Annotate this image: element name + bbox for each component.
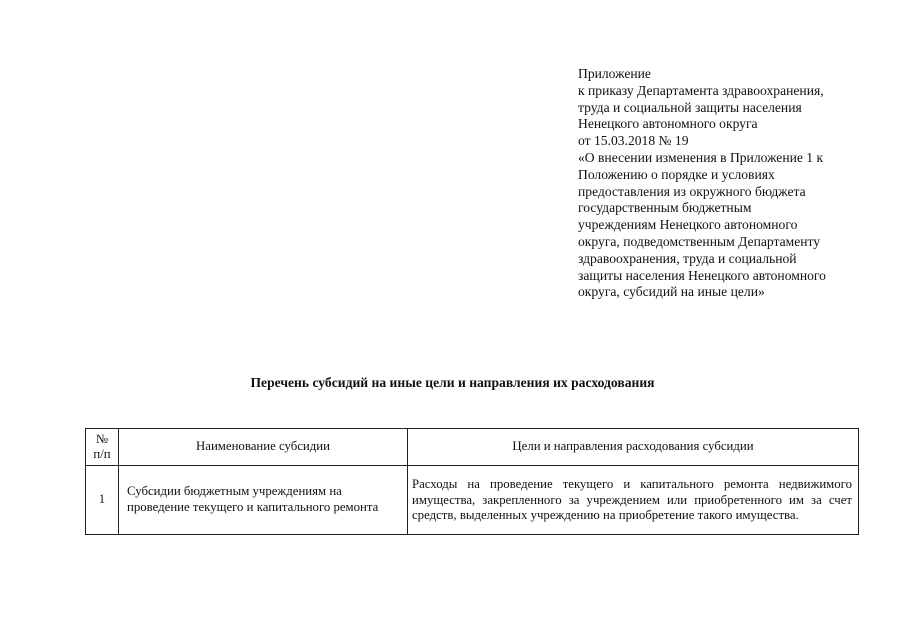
row-goals: Расходы на проведение текущего и капитального ремонта недвижимого имущества, закрепленного за учреждением или приобретенного им за счет средств, выделенных учреждению на приобретение такого имущества.	[408, 466, 859, 535]
header-goals: Цели и направления расходования субсидии	[408, 429, 859, 466]
subsidies-table	[85, 428, 859, 535]
appendix-line: здравоохранения, труда и социальной	[578, 250, 797, 266]
appendix-line: от 15.03.2018 № 19	[578, 133, 689, 149]
appendix-line: предоставления из окружного бюджета	[578, 183, 806, 199]
appendix-block	[578, 66, 878, 301]
header-number	[86, 429, 119, 466]
appendix-line: округа, подведомственным Департаменту	[578, 233, 821, 249]
appendix-line: округа, субсидий на иные цели»	[578, 284, 765, 300]
document-title: Перечень субсидий на иные цели и направления их расходования	[250, 375, 655, 390]
header-number-line2: п/п	[93, 447, 111, 461]
header-number-line1: №	[95, 432, 109, 446]
table-row	[86, 466, 859, 535]
appendix-line: Положению о порядке и условиях	[578, 166, 775, 182]
appendix-line: учреждениям Ненецкого автономного	[578, 217, 798, 233]
row-subsidy-name: Субсидии бюджетным учреждениям на проведение текущего и капитального ремонта	[119, 466, 408, 535]
appendix-line: труда и социальной защиты населения	[578, 99, 802, 115]
header-subsidy-name: Наименование субсидии	[119, 429, 408, 466]
appendix-line: к приказу Департамента здравоохранения,	[578, 82, 824, 98]
appendix-line: защиты населения Ненецкого автономного	[578, 267, 826, 283]
appendix-line: «О внесении изменения в Приложение 1 к	[578, 149, 824, 165]
table-header-row	[86, 429, 859, 466]
appendix-line: Ненецкого автономного округа	[578, 116, 758, 132]
appendix-line: государственным бюджетным	[578, 200, 752, 216]
appendix-line: Приложение	[578, 66, 651, 81]
row-number: 1	[86, 466, 119, 535]
